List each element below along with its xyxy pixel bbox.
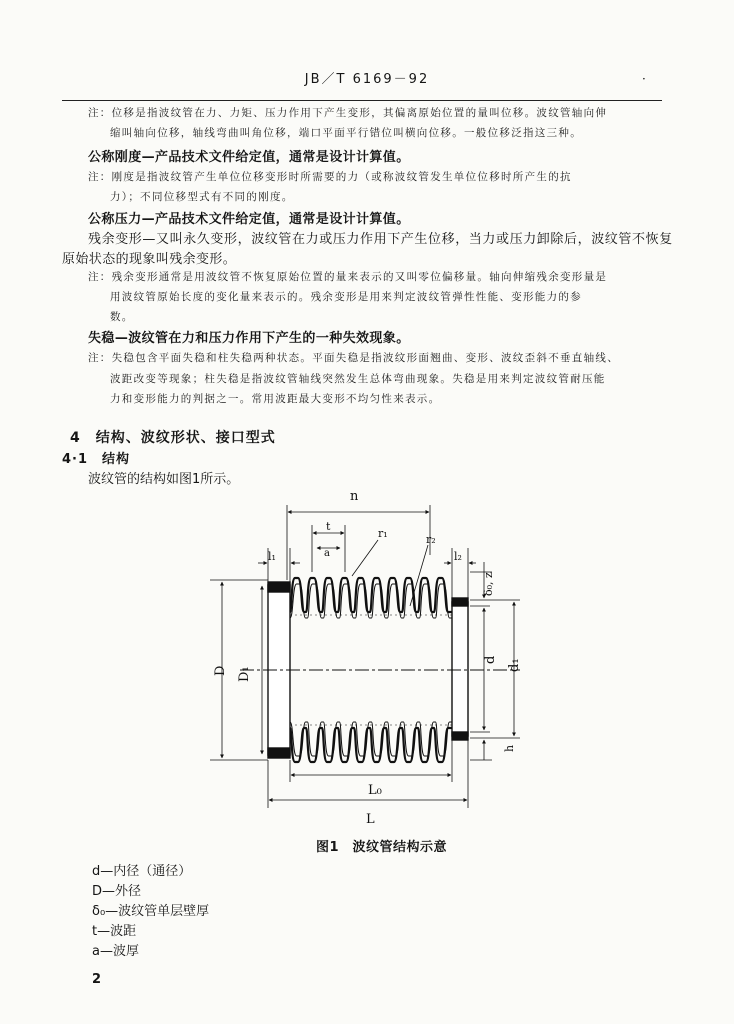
right-weld-bottom: [452, 732, 468, 740]
label-ra: r₁: [378, 527, 388, 540]
section-4-1-body: 波纹管的结构如图1所示。: [88, 472, 240, 487]
label-h: h: [503, 744, 516, 752]
legend-item-delta: δ₀—波纹管单层壁厚: [92, 904, 210, 919]
page-number: 2: [92, 972, 102, 987]
label-d1: d₁: [507, 658, 522, 672]
section-4-heading: 4 结构、波纹形状、接口型式: [70, 430, 276, 446]
label-L: L: [366, 812, 375, 827]
label-t: t: [326, 520, 331, 533]
label-delta: δ₀, z: [482, 572, 495, 596]
term-label: 失稳: [88, 331, 115, 346]
note-displacement-1: 注：位移是指波纹管在力、力矩、压力作用下产生变形，其偏离原始位置的量叫位移。波纹管轴向伸: [88, 107, 608, 119]
note-instability-3: 力和变形能力的判据之一。常用波距最大变形不均匀性来表示。: [110, 393, 441, 405]
term-definition: —产品技术文件给定值，通常是设计计算值。: [141, 212, 410, 227]
label-D1: D₁: [237, 666, 252, 682]
note-instability-2: 波距改变等现象；柱失稳是指波纹管轴线突然发生总体弯曲现象。失稳是用来判定波纹管耐压能: [110, 373, 606, 385]
note-stiffness-2: 力）；不同位移型式有不同的刚度。: [110, 191, 294, 203]
label-rb: r₂: [426, 533, 436, 546]
label-D: D: [213, 665, 228, 676]
dimension-labels: [213, 489, 522, 827]
note-residual-1: 注：残余变形通常是用波纹管不恢复原始位置的量来表示的又叫零位偏移量。轴向伸缩残余变形量是: [88, 271, 608, 283]
note-stiffness-1: 注：刚度是指波纹管产生单位位移变形时所需要的力（或称波纹管发生单位位移时所产生的抗: [88, 171, 572, 183]
header-mark: ·: [642, 72, 646, 86]
legend-item-d: d—内径（通径）: [92, 864, 192, 879]
label-n: n: [350, 489, 359, 504]
figure-caption: 图1 波纹管结构示意: [316, 840, 448, 855]
left-weld-top: [268, 582, 290, 592]
right-collar: [452, 602, 468, 736]
term-label: 公称压力: [88, 212, 142, 227]
label-L0: L₀: [368, 783, 382, 798]
note-instability-1: 注：失稳包含平面失稳和柱失稳两种状态。平面失稳是指波纹形面翘曲、变形、波纹歪斜不垂直轴线、: [88, 352, 619, 364]
left-weld-bottom: [268, 748, 290, 758]
legend-item-a: a—波厚: [92, 944, 139, 959]
term-residual-deformation-2: 原始状态的现象叫残余变形。: [62, 252, 237, 267]
note-displacement-2: 缩叫轴向位移，轴线弯曲叫角位移，端口平面平行错位叫横向位移。一般位移泛指这三种。: [110, 127, 582, 139]
label-l2: l₂: [454, 550, 462, 563]
legend-item-t: t—波距: [92, 924, 137, 939]
label-a: a: [324, 548, 330, 559]
note-residual-3: 数。: [110, 311, 134, 323]
outer-convolutions-bottom: [290, 728, 452, 762]
page-header: JB／T 6169－92: [304, 72, 430, 87]
outer-convolutions-top: [290, 578, 452, 612]
note-residual-2: 用波纹管原始长度的变化量来表示的。残余变形是用来判定波纹管弹性性能、变形能力的参: [110, 291, 582, 303]
term-definition: —产品技术文件给定值，通常是设计计算值。: [141, 150, 410, 165]
label-d: d: [483, 655, 498, 664]
label-l1: l₁: [268, 550, 276, 563]
right-weld-top: [452, 598, 468, 606]
term-label: 公称刚度: [88, 150, 142, 165]
legend-item-D: D—外径: [92, 884, 142, 899]
section-4-1-heading: 4·1 结构: [62, 452, 131, 467]
term-definition: —波纹管在力和压力作用下产生的一种失效现象。: [114, 331, 410, 346]
dimension-lines: [210, 505, 520, 808]
term-residual-deformation-1: 残余变形—又叫永久变形，波纹管在力或压力作用下产生位移，当力或压力卸除后，波纹管不恢复: [88, 232, 673, 247]
